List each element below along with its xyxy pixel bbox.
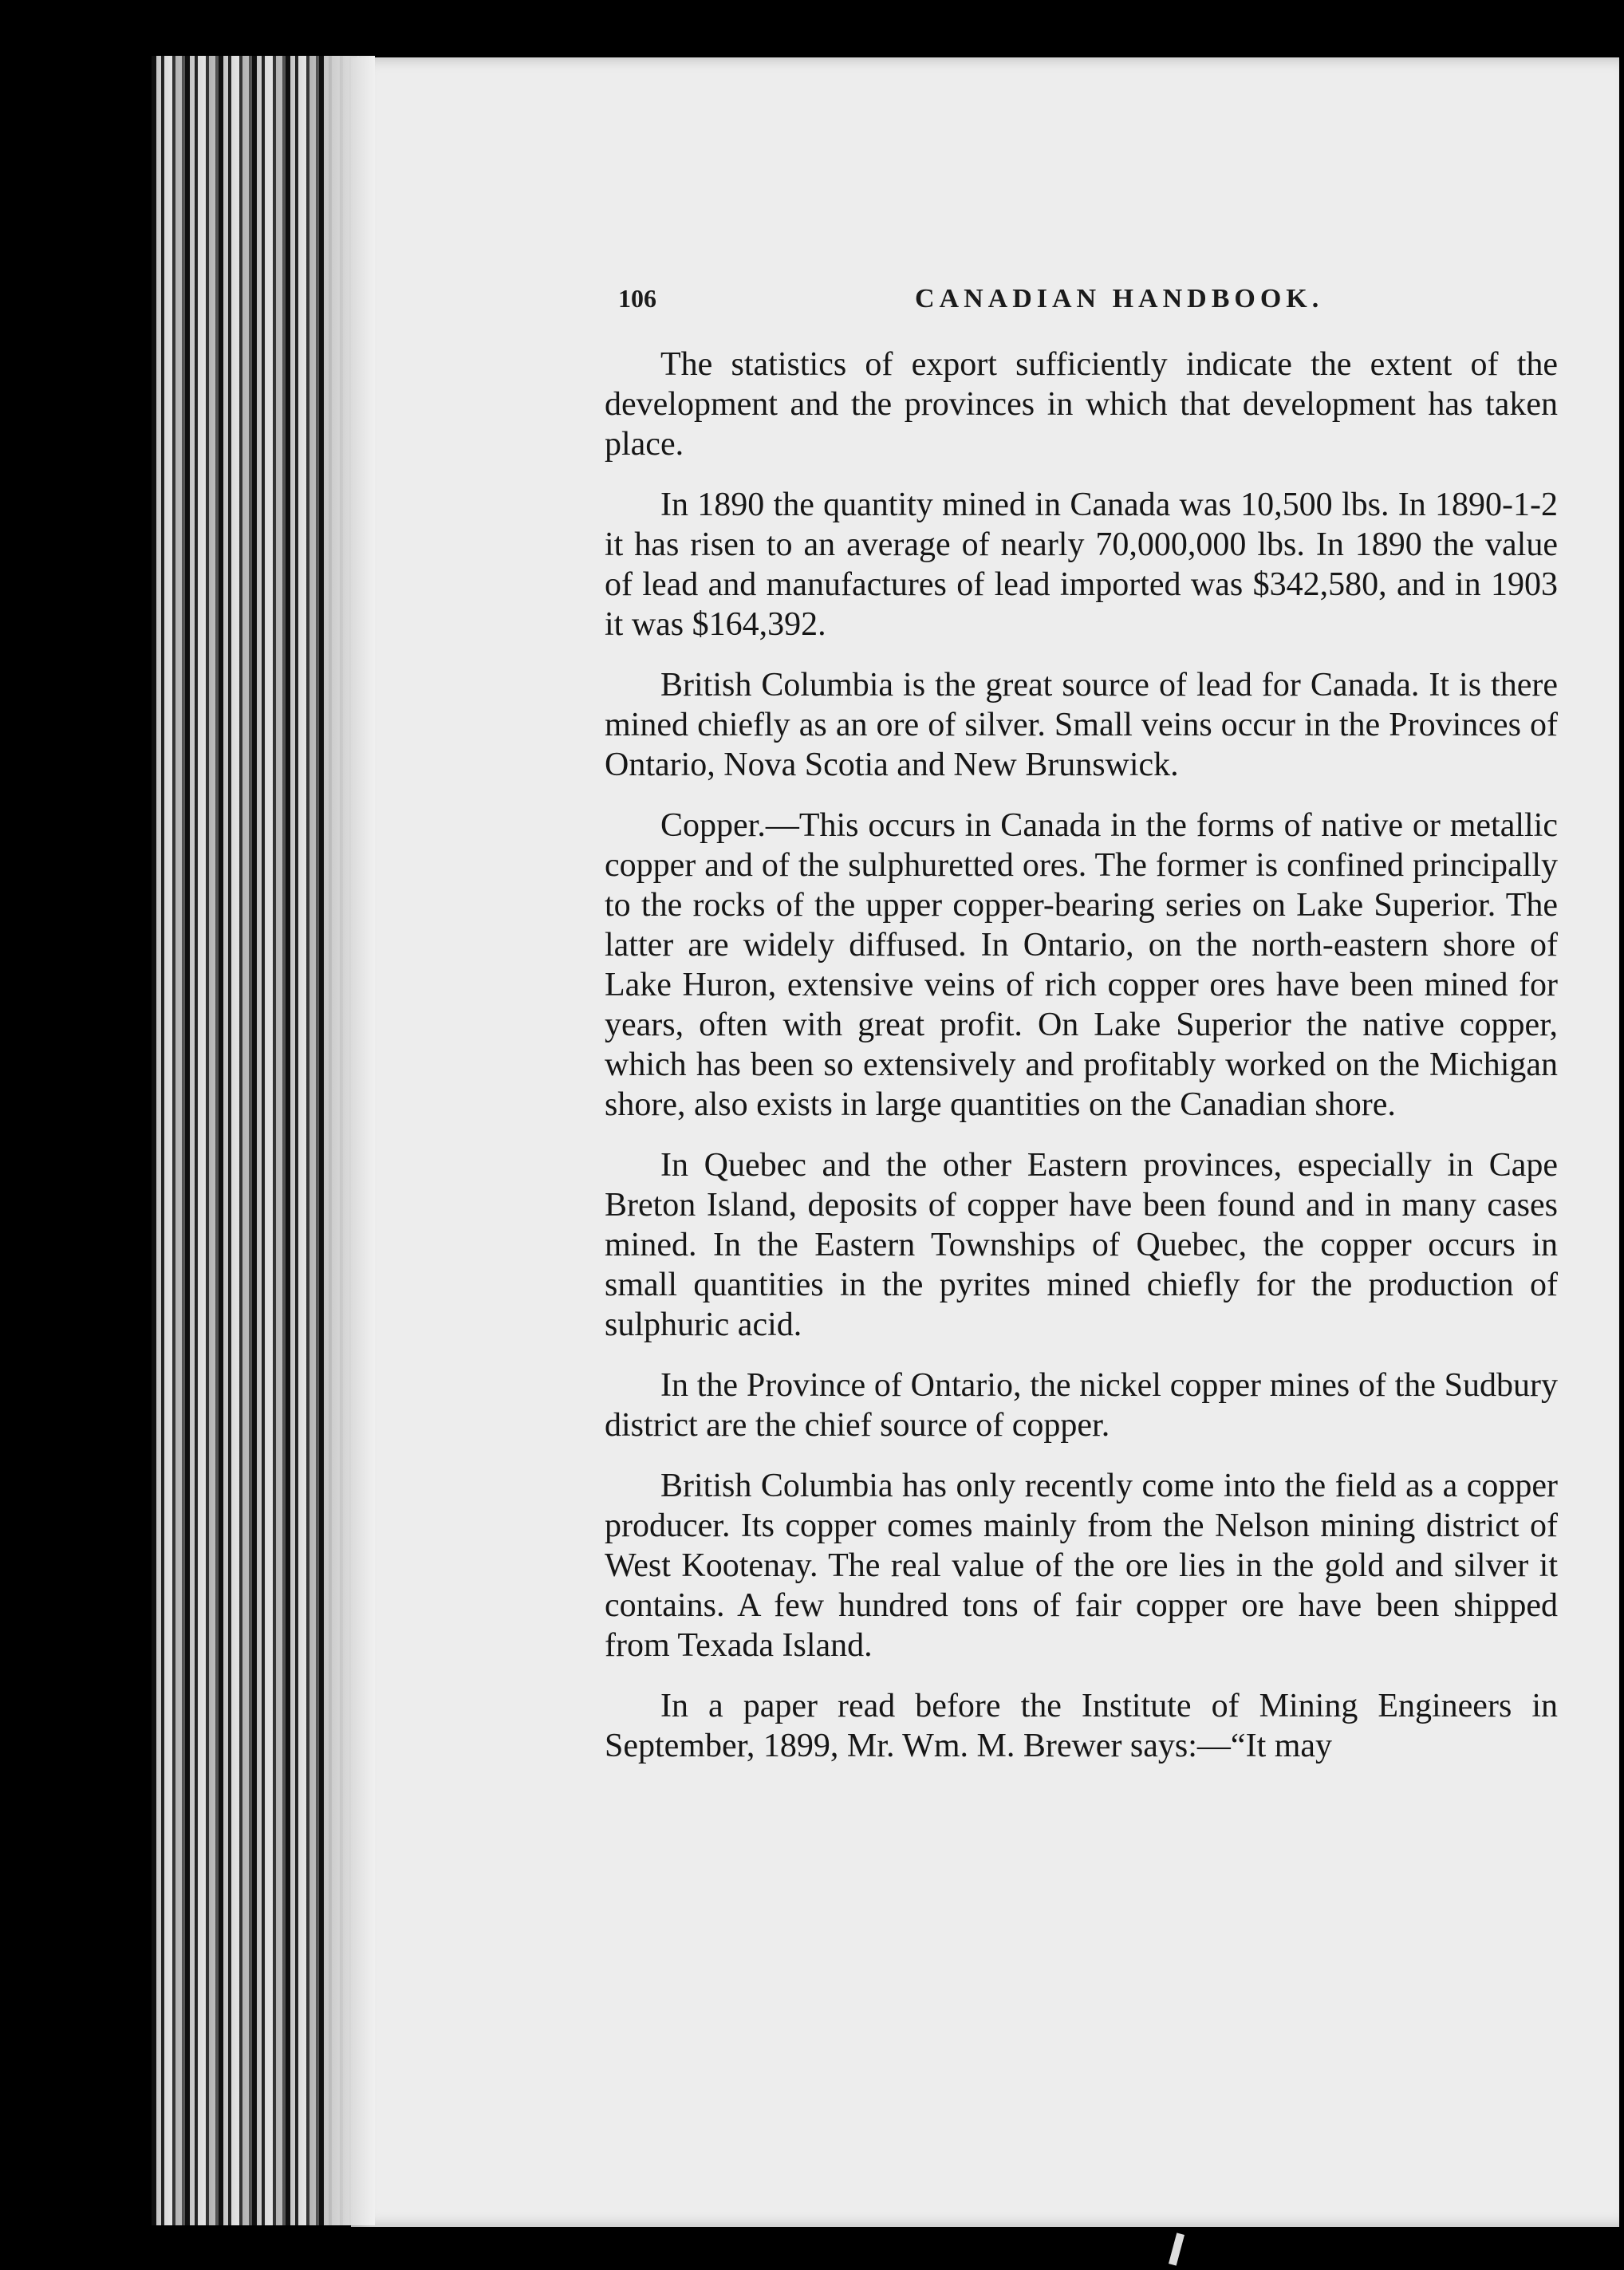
running-head-title: CANADIAN HANDBOOK. xyxy=(915,284,1324,313)
body-text xyxy=(605,345,1558,1787)
running-head xyxy=(618,284,1623,324)
paragraph: In the Province of Ontario, the nickel copper mines of the Sudbury district are the chief source of copper. xyxy=(605,1367,1558,1444)
paragraph: Copper.—This occurs in Canada in the forms of native or metallic copper and of the sulphuretted ores. The former is confined principally to the rocks of the upper copper-bearing series on Lake Superior. The latter are widely diffused. In Ontario, on the north-eastern shore of Lake Huron, extensive veins of rich copper ores have been mined for years, often with great profit. On Lake Superior the native copper, which has been so extensively and profitably worked on the Michigan shore, also exists in large quantities on the Canadian shore. xyxy=(605,807,1558,1123)
paragraph: In 1890 the quantity mined in Canada was 10,500 lbs. In 1890-1-2 it has risen to an average of nearly 70,000,000 lbs. In 1890 the value of lead and manufactures of lead imported was $342,580, and in 1903 it was $164,392. xyxy=(605,487,1558,643)
paragraph: In a paper read before the Institute of Mining Engineers in September, 1899, Mr. Wm. M. Brewer says:—“It may xyxy=(605,1688,1558,1764)
paragraph: British Columbia is the great source of lead for Canada. It is there mined chiefly as an ore of silver. Small veins occur in the Provinces of Ontario, Nova Scotia and New Brunswick. xyxy=(605,667,1558,783)
paragraph: The statistics of export sufficiently indicate the extent of the development and the provinces in which that development has taken place. xyxy=(605,346,1558,463)
page-number: 106 xyxy=(618,284,656,313)
paragraph: In Quebec and the other Eastern provinces, especially in Cape Breton Island, deposits of copper have been found and in many cases mined. In the Eastern Townships of Quebec, the copper occurs in small quantities in the pyrites mined chiefly for the production of sulphuric acid. xyxy=(605,1147,1558,1343)
page-gutter-shadow xyxy=(327,56,375,2225)
scan-artifact xyxy=(1169,2233,1184,2265)
paragraph: British Columbia has only recently come into the field as a copper producer. Its copper comes mainly from the Nelson mining district of West Kootenay. The real value of the ore lies in the gold and silver it contains. A few hundred tons of fair copper ore have been shipped from Texada Island. xyxy=(605,1468,1558,1664)
